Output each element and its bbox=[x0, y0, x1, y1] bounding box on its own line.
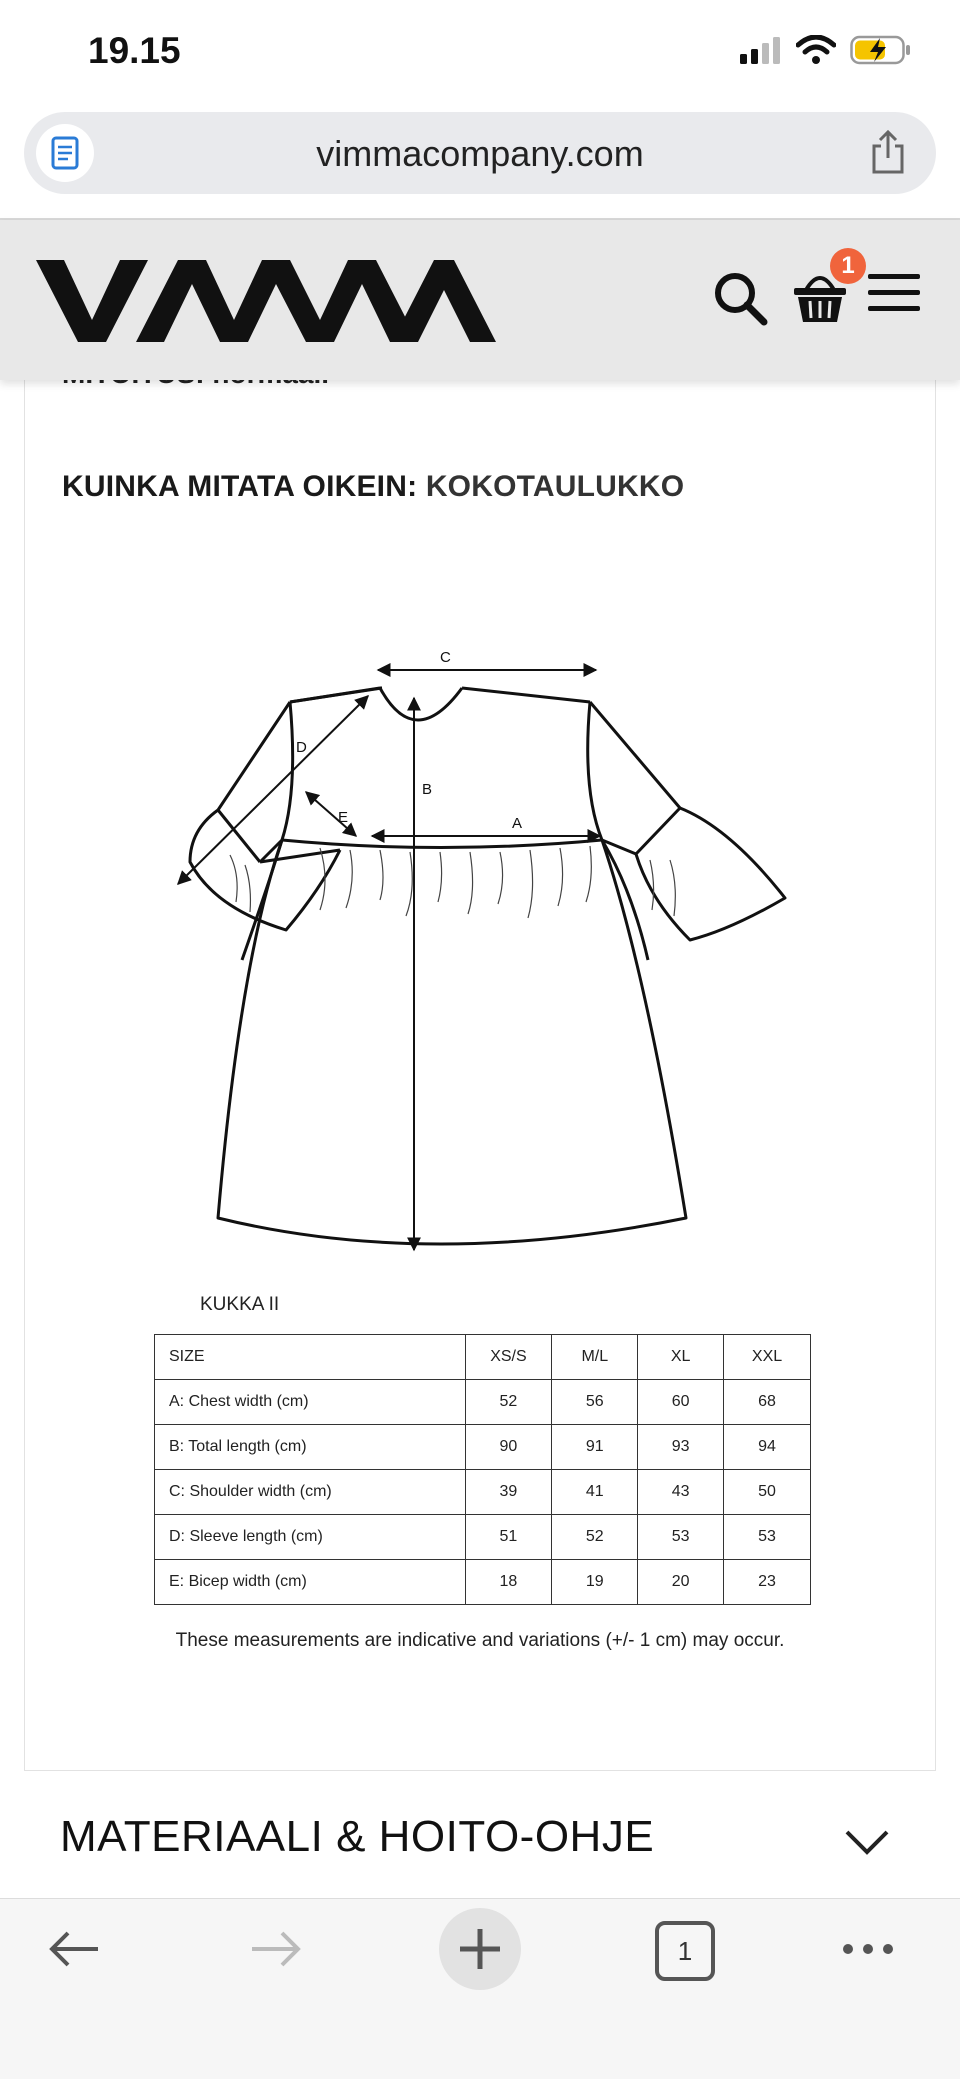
header-cell: SIZE bbox=[155, 1335, 466, 1380]
table-cell: 43 bbox=[638, 1470, 724, 1515]
table-cell: 93 bbox=[638, 1425, 724, 1470]
more-dots-icon[interactable] bbox=[840, 1921, 896, 1977]
share-icon[interactable] bbox=[868, 128, 908, 181]
status-icons bbox=[740, 34, 912, 66]
table-cell: B: Total length (cm) bbox=[155, 1425, 466, 1470]
url-text[interactable]: vimmacompany.com bbox=[316, 133, 644, 174]
table-cell: 90 bbox=[465, 1425, 552, 1470]
table-cell: 52 bbox=[465, 1380, 552, 1425]
size-chart-title: KUKKA II bbox=[200, 1294, 280, 1315]
cart-count-badge: 1 bbox=[830, 248, 866, 284]
heading-label: KUINKA MITATA OIKEIN: bbox=[62, 470, 418, 503]
table-cell: 91 bbox=[552, 1425, 638, 1470]
table-cell: 39 bbox=[465, 1470, 552, 1515]
table-cell: 23 bbox=[724, 1560, 811, 1605]
table-row bbox=[155, 1380, 811, 1425]
table-row bbox=[155, 1515, 811, 1560]
table-cell: E: Bicep width (cm) bbox=[155, 1560, 466, 1605]
header-cell: M/L bbox=[552, 1335, 638, 1380]
search-icon[interactable] bbox=[712, 270, 768, 326]
wifi-icon bbox=[796, 35, 836, 65]
table-cell: 60 bbox=[638, 1380, 724, 1425]
table-cell: 50 bbox=[724, 1470, 811, 1515]
battery-charging-icon bbox=[850, 34, 912, 66]
table-cell: 56 bbox=[552, 1380, 638, 1425]
table-cell: 52 bbox=[552, 1515, 638, 1560]
label-d: D bbox=[296, 739, 307, 756]
header-cell: XL bbox=[638, 1335, 724, 1380]
table-cell: A: Chest width (cm) bbox=[155, 1380, 466, 1425]
table-header-row bbox=[155, 1335, 811, 1380]
signal-icon bbox=[740, 36, 782, 64]
chevron-down-icon[interactable] bbox=[844, 1828, 890, 1856]
table-cell: 41 bbox=[552, 1470, 638, 1515]
status-time: 19.15 bbox=[88, 30, 181, 71]
table-cell: 19 bbox=[552, 1560, 638, 1605]
header-cell: XXL bbox=[724, 1335, 811, 1380]
accordion-title[interactable]: MATERIAALI & HOITO-OHJE bbox=[60, 1812, 655, 1861]
back-arrow-icon[interactable] bbox=[46, 1921, 102, 1977]
table-cell: 53 bbox=[638, 1515, 724, 1560]
table-cell: C: Shoulder width (cm) bbox=[155, 1470, 466, 1515]
table-cell: D: Sleeve length (cm) bbox=[155, 1515, 466, 1560]
vimma-logo[interactable] bbox=[36, 254, 496, 346]
menu-icon[interactable] bbox=[868, 272, 920, 314]
new-tab-plus-icon[interactable] bbox=[438, 1907, 522, 1991]
table-cell: 51 bbox=[465, 1515, 552, 1560]
label-a: A bbox=[512, 815, 523, 832]
tabs-count-button[interactable]: 1 bbox=[655, 1921, 715, 1981]
table-cell: 68 bbox=[724, 1380, 811, 1425]
label-c: C bbox=[440, 649, 451, 666]
browser-toolbar bbox=[0, 1898, 960, 2079]
dress-measurement-diagram bbox=[170, 640, 800, 1280]
material-care-accordion[interactable] bbox=[0, 1790, 960, 1890]
forward-arrow-icon[interactable] bbox=[248, 1921, 304, 1977]
size-table bbox=[154, 1334, 811, 1605]
header-cell: XS/S bbox=[465, 1335, 552, 1380]
size-guide-heading bbox=[62, 470, 684, 504]
address-bar[interactable] bbox=[24, 112, 936, 194]
size-chart-link[interactable]: KOKOTAULUKKO bbox=[425, 470, 685, 503]
status-bar bbox=[0, 0, 960, 106]
table-cell: 18 bbox=[465, 1560, 552, 1605]
label-b: B bbox=[422, 781, 433, 798]
measurement-note: These measurements are indicative and variations (+/- 1 cm) may occur. bbox=[175, 1630, 785, 1651]
table-row bbox=[155, 1560, 811, 1605]
table-cell: 53 bbox=[724, 1515, 811, 1560]
table-row bbox=[155, 1470, 811, 1515]
table-cell: 20 bbox=[638, 1560, 724, 1605]
table-cell: 94 bbox=[724, 1425, 811, 1470]
label-e: E bbox=[338, 809, 349, 826]
table-row bbox=[155, 1425, 811, 1470]
